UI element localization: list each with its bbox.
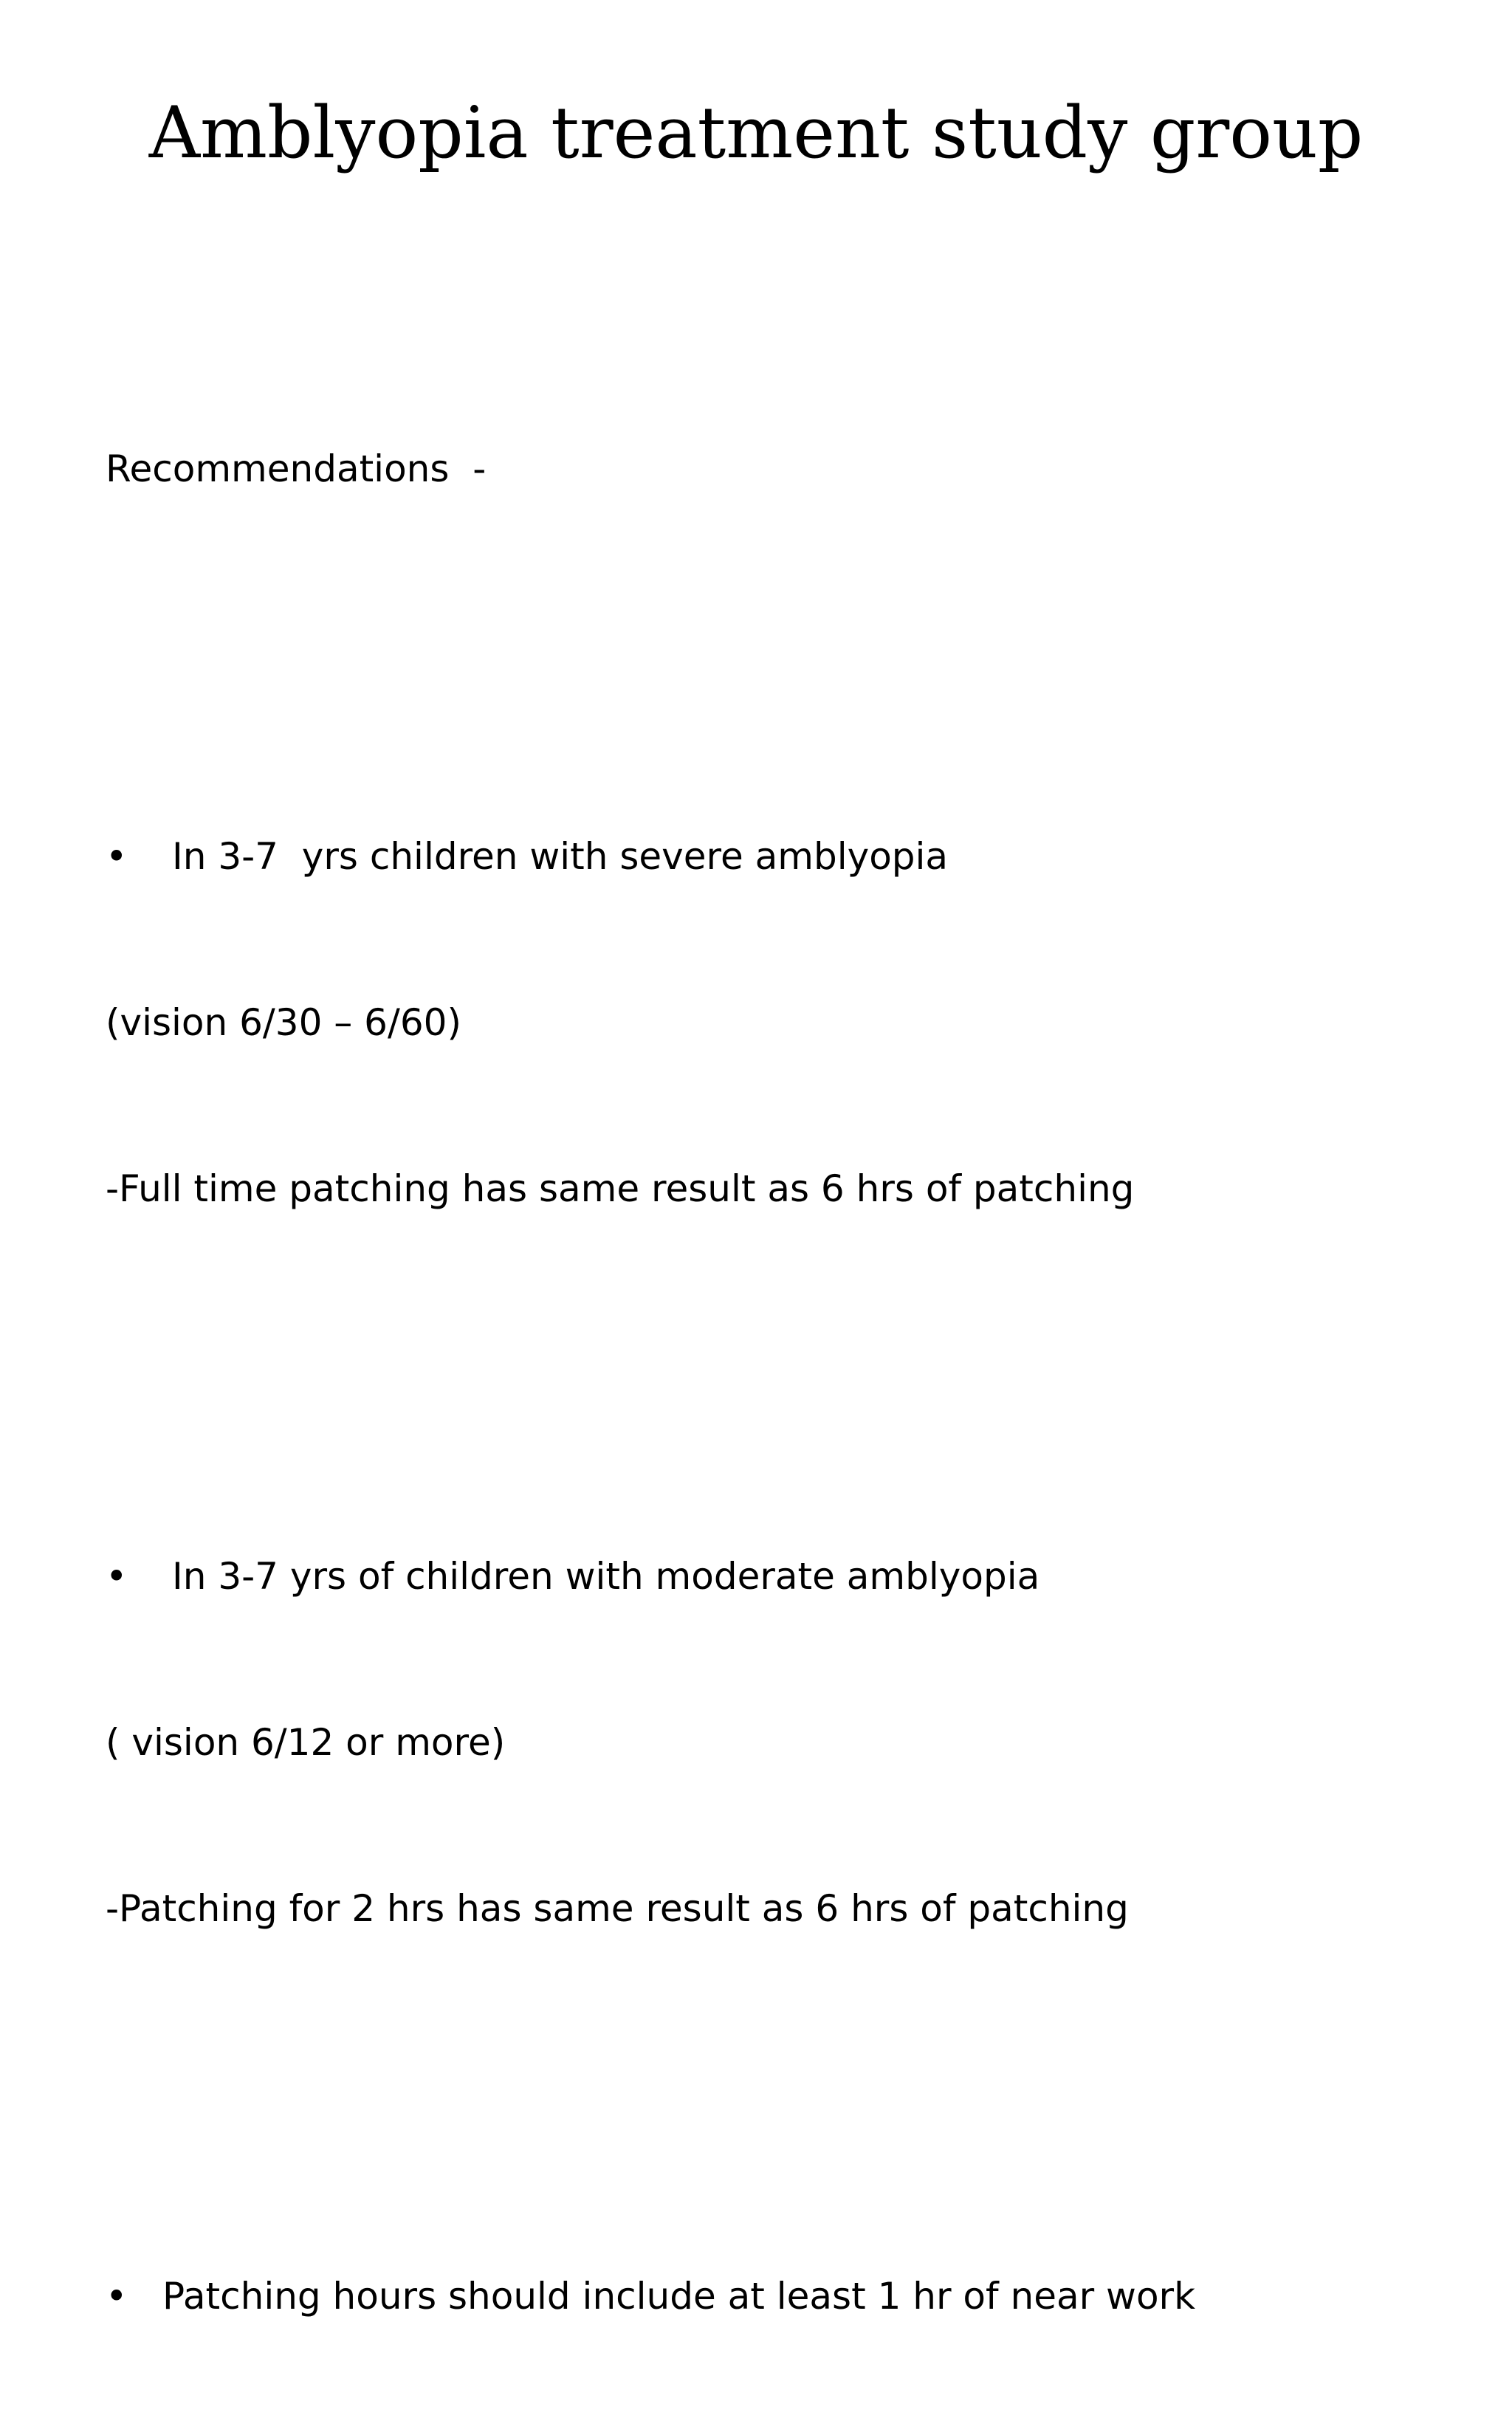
bullet-item-1-text: In 3-7 yrs children with severe amblyopia bbox=[172, 835, 949, 878]
bullet-item-2 bbox=[106, 1549, 1195, 1604]
bullet-item-2-detail-1: ( vision 6/12 or more) bbox=[106, 1721, 506, 1764]
bullet-item-1-detail-2: -Full time patching has same result as 6 hrs of patching bbox=[106, 1167, 1135, 1210]
bullet-item-1 bbox=[106, 829, 1195, 885]
bullet-item-2-text: In 3-7 yrs of children with moderate amblyopia bbox=[172, 1555, 1040, 1598]
bullet-icon: • bbox=[106, 835, 128, 878]
bullet-item-3 bbox=[106, 2269, 1195, 2324]
bullet-item-3-text: Patching hours should include at least 1 hr of near work bbox=[162, 2275, 1196, 2318]
slide-title: Amblyopia treatment study group bbox=[148, 92, 1364, 174]
bullet-item-1-detail-1: (vision 6/30 – 6/60) bbox=[106, 1001, 461, 1044]
bullet-icon: • bbox=[106, 1555, 128, 1598]
recommendations-heading: Recommendations - bbox=[106, 447, 487, 490]
bullet-item-2-detail-2: -Patching for 2 hrs has same result as 6 hrs of patching bbox=[106, 1887, 1129, 1930]
slide-body bbox=[106, 331, 1195, 2435]
bullet-icon: • bbox=[106, 2275, 128, 2318]
